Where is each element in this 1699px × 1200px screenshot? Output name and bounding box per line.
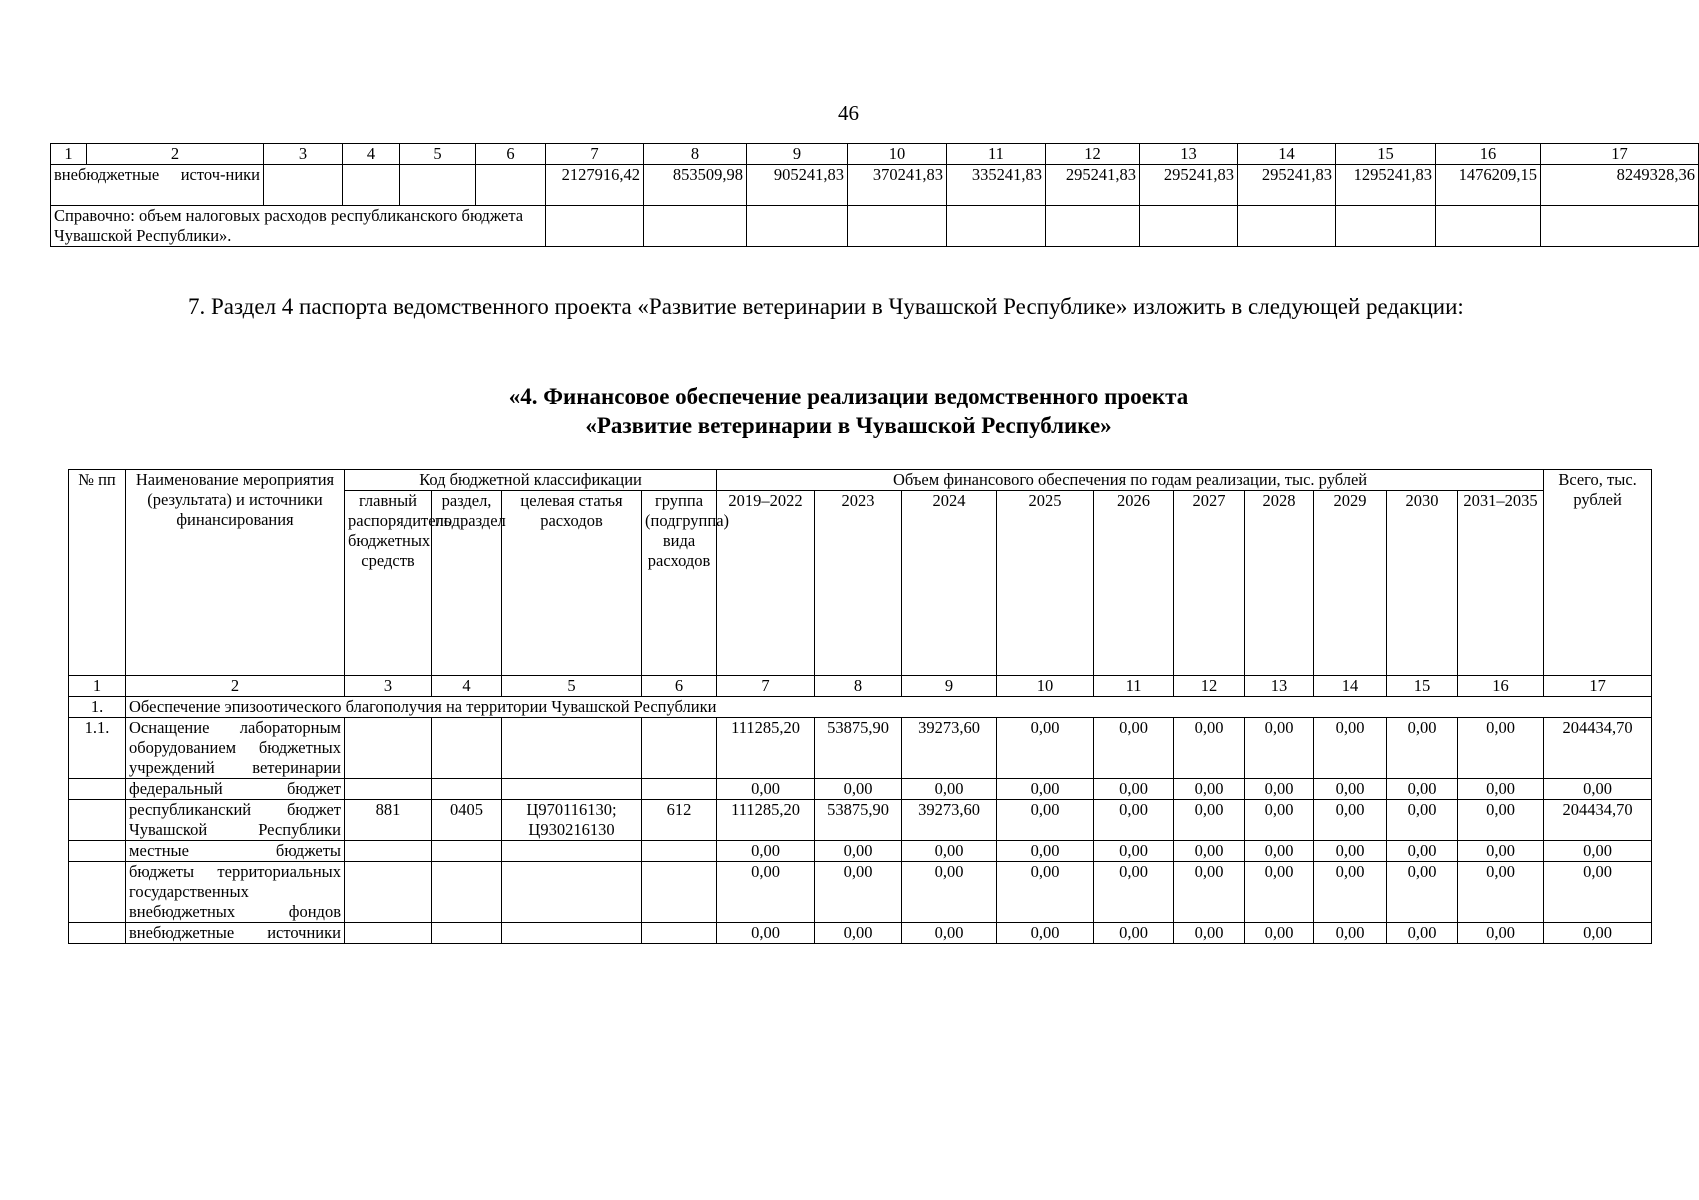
column-number: 8 (815, 676, 902, 697)
row-gr-manager (345, 862, 432, 923)
value-cell: 0,00 (902, 862, 997, 923)
heading-line-1: «4. Финансовое обеспечение реализации ведомственного проекта (508, 384, 1189, 409)
row-name: внебюджетные источники (126, 923, 345, 944)
value-cell: 370241,83 (848, 165, 947, 206)
row-section (432, 779, 502, 800)
row-section (432, 718, 502, 779)
value-cell: 0,00 (1544, 923, 1652, 944)
column-number: 16 (1458, 676, 1544, 697)
value-cell: 53875,90 (815, 718, 902, 779)
column-number: 17 (1544, 676, 1652, 697)
amendment-paragraph: 7. Раздел 4 паспорта ведомственного проекта «Развитие ветеринарии в Чувашской Республике» изложить в следующей редакции: (188, 294, 1464, 319)
header-year: 2024 (902, 491, 997, 676)
value-cell: 853509,98 (644, 165, 747, 206)
column-number: 2 (87, 144, 264, 165)
column-number: 11 (1094, 676, 1174, 697)
page-number: 46 (838, 101, 859, 125)
value-cell: 0,00 (1544, 862, 1652, 923)
header-name: Наименование мероприятия (результата) и источники финансирования (126, 470, 345, 676)
value-cell: 0,00 (1544, 841, 1652, 862)
header-year: 2027 (1174, 491, 1245, 676)
extrabudget-row (51, 165, 1699, 206)
value-cell: 0,00 (902, 779, 997, 800)
value-cell: 0,00 (1245, 800, 1314, 841)
header-year: 2019–2022 (717, 491, 815, 676)
column-number: 14 (1238, 144, 1336, 165)
value-cell: 0,00 (1094, 779, 1174, 800)
value-cell: 0,00 (902, 923, 997, 944)
header-year: 2023 (815, 491, 902, 676)
row-group (642, 718, 717, 779)
row-group (642, 779, 717, 800)
column-number: 11 (947, 144, 1046, 165)
row-target-item (502, 862, 642, 923)
header-year: 2029 (1314, 491, 1387, 676)
financing-table (68, 469, 1652, 944)
value-cell: 0,00 (1458, 841, 1544, 862)
value-cell: 0,00 (997, 923, 1094, 944)
value-cell: 0,00 (997, 718, 1094, 779)
row-gr-manager (345, 923, 432, 944)
value-cell: 0,00 (815, 779, 902, 800)
row-label: внебюджетные источ-ники (51, 165, 264, 206)
column-number: 9 (902, 676, 997, 697)
row-group (642, 862, 717, 923)
value-cell: 111285,20 (717, 800, 815, 841)
value-cell: 39273,60 (902, 800, 997, 841)
row-num (69, 800, 126, 841)
value-cell: 0,00 (1174, 862, 1245, 923)
column-number: 6 (642, 676, 717, 697)
value-cell: 0,00 (1387, 841, 1458, 862)
column-number: 3 (345, 676, 432, 697)
row-group: 612 (642, 800, 717, 841)
table-row (69, 800, 1652, 841)
header-section: раздел, подраздел (432, 491, 502, 676)
column-number-row (51, 144, 1699, 165)
column-number: 2 (126, 676, 345, 697)
header-row-1 (69, 470, 1652, 491)
value-cell: 0,00 (815, 862, 902, 923)
column-number: 9 (747, 144, 848, 165)
column-number: 5 (502, 676, 642, 697)
value-cell: 0,00 (1387, 923, 1458, 944)
section-title: Обеспечение эпизоотического благополучия на территории Чувашской Республики (126, 697, 1652, 718)
row-section (432, 862, 502, 923)
column-number: 8 (644, 144, 747, 165)
header-year: 2025 (997, 491, 1094, 676)
value-cell: 53875,90 (815, 800, 902, 841)
row-group (642, 841, 717, 862)
value-cell: 0,00 (1245, 923, 1314, 944)
value-cell: 111285,20 (717, 718, 815, 779)
value-cell: 0,00 (717, 923, 815, 944)
value-cell: 0,00 (1458, 779, 1544, 800)
section-heading (0, 382, 1697, 440)
value-cell: 0,00 (1174, 841, 1245, 862)
column-number: 13 (1140, 144, 1238, 165)
row-target-item (502, 923, 642, 944)
row-num (69, 862, 126, 923)
value-cell: 0,00 (1245, 841, 1314, 862)
row-section: 0405 (432, 800, 502, 841)
value-cell: 204434,70 (1544, 718, 1652, 779)
column-number: 12 (1174, 676, 1245, 697)
value-cell: 0,00 (1094, 923, 1174, 944)
value-cell: 8249328,36 (1541, 165, 1699, 206)
column-number: 6 (476, 144, 546, 165)
header-gr-manager: главный распорядитель бюджетных средств (345, 491, 432, 676)
value-cell: 295241,83 (1140, 165, 1238, 206)
value-cell: 0,00 (997, 779, 1094, 800)
section-row (69, 697, 1652, 718)
value-cell: 0,00 (1174, 779, 1245, 800)
reference-row (51, 206, 1699, 247)
value-cell: 0,00 (1245, 718, 1314, 779)
column-number: 10 (997, 676, 1094, 697)
value-cell: 0,00 (1174, 800, 1245, 841)
row-num: 1.1. (69, 718, 126, 779)
value-cell: 0,00 (717, 862, 815, 923)
header-num: № пп (69, 470, 126, 676)
value-cell: 0,00 (815, 841, 902, 862)
row-name: местные бюджеты (126, 841, 345, 862)
value-cell: 39273,60 (902, 718, 997, 779)
value-cell: 0,00 (1245, 862, 1314, 923)
value-cell: 0,00 (1544, 779, 1652, 800)
row-section (432, 923, 502, 944)
value-cell: 0,00 (1094, 841, 1174, 862)
value-cell: 905241,83 (747, 165, 848, 206)
column-number: 14 (1314, 676, 1387, 697)
header-year: 2026 (1094, 491, 1174, 676)
value-cell: 335241,83 (947, 165, 1046, 206)
row-name: Оснащение лабораторным оборудованием бюджетных учреждений ветеринарии (126, 718, 345, 779)
column-number: 15 (1336, 144, 1436, 165)
row-target-item (502, 718, 642, 779)
header-budget-code: Код бюджетной классификации (345, 470, 717, 491)
row-gr-manager (345, 841, 432, 862)
row-num (69, 841, 126, 862)
column-number: 15 (1387, 676, 1458, 697)
column-number: 13 (1245, 676, 1314, 697)
value-cell: 0,00 (1314, 923, 1387, 944)
value-cell: 0,00 (1174, 718, 1245, 779)
value-cell: 0,00 (1458, 800, 1544, 841)
column-number: 5 (400, 144, 476, 165)
value-cell: 0,00 (1094, 862, 1174, 923)
value-cell: 0,00 (1314, 779, 1387, 800)
row-num (69, 923, 126, 944)
row-group (642, 923, 717, 944)
value-cell: 0,00 (1387, 862, 1458, 923)
row-name: федеральный бюджет (126, 779, 345, 800)
column-number: 16 (1436, 144, 1541, 165)
value-cell: 0,00 (902, 841, 997, 862)
header-volume: Объем финансового обеспечения по годам реализации, тыс. рублей (717, 470, 1544, 491)
column-number: 17 (1541, 144, 1699, 165)
value-cell: 0,00 (1387, 718, 1458, 779)
column-number: 3 (264, 144, 343, 165)
column-number: 7 (546, 144, 644, 165)
column-number: 4 (343, 144, 400, 165)
header-year: 2028 (1245, 491, 1314, 676)
row-gr-manager: 881 (345, 800, 432, 841)
column-number: 1 (69, 676, 126, 697)
value-cell: 0,00 (1458, 923, 1544, 944)
value-cell: 0,00 (997, 862, 1094, 923)
table-row (69, 779, 1652, 800)
value-cell: 2127916,42 (546, 165, 644, 206)
header-year: 2031–2035 (1458, 491, 1544, 676)
row-section (432, 841, 502, 862)
value-cell: 204434,70 (1544, 800, 1652, 841)
value-cell: 1476209,15 (1436, 165, 1541, 206)
row-gr-manager (345, 779, 432, 800)
header-year: 2030 (1387, 491, 1458, 676)
row-gr-manager (345, 718, 432, 779)
value-cell: 0,00 (1458, 718, 1544, 779)
row-target-item (502, 779, 642, 800)
column-number-row (69, 676, 1652, 697)
value-cell: 295241,83 (1046, 165, 1140, 206)
column-number: 10 (848, 144, 947, 165)
value-cell: 0,00 (1094, 800, 1174, 841)
heading-line-2: «Развитие ветеринарии в Чувашской Республике» (585, 413, 1112, 438)
table-row (69, 862, 1652, 923)
column-number: 1 (51, 144, 87, 165)
table-row (69, 841, 1652, 862)
value-cell: 0,00 (1245, 779, 1314, 800)
section-num: 1. (69, 697, 126, 718)
value-cell: 0,00 (815, 923, 902, 944)
value-cell: 295241,83 (1238, 165, 1336, 206)
value-cell: 0,00 (1174, 923, 1245, 944)
column-number: 4 (432, 676, 502, 697)
value-cell: 0,00 (717, 779, 815, 800)
value-cell: 0,00 (1387, 800, 1458, 841)
column-number: 7 (717, 676, 815, 697)
row-name: республиканский бюджет Чувашской Республики (126, 800, 345, 841)
column-number: 12 (1046, 144, 1140, 165)
table-row (69, 718, 1652, 779)
row-target-item (502, 841, 642, 862)
header-target-item: целевая статья расходов (502, 491, 642, 676)
value-cell: 0,00 (1314, 718, 1387, 779)
value-cell: 0,00 (997, 841, 1094, 862)
value-cell: 0,00 (1094, 718, 1174, 779)
value-cell: 0,00 (1314, 862, 1387, 923)
value-cell: 0,00 (1314, 800, 1387, 841)
header-group: группа (подгруппа) вида расходов (642, 491, 717, 676)
row-target-item: Ц970116130; Ц930216130 (502, 800, 642, 841)
row-label: Справочно: объем налоговых расходов республиканского бюджета Чувашской Республики». (51, 206, 546, 247)
row-name: бюджеты территориальных государственных внебюджетных фондов (126, 862, 345, 923)
table-row (69, 923, 1652, 944)
value-cell: 0,00 (1458, 862, 1544, 923)
value-cell: 1295241,83 (1336, 165, 1436, 206)
value-cell: 0,00 (1387, 779, 1458, 800)
header-total: Всего, тыс. рублей (1544, 470, 1652, 676)
value-cell: 0,00 (717, 841, 815, 862)
row-num (69, 779, 126, 800)
continuation-table (50, 143, 1699, 247)
value-cell: 0,00 (997, 800, 1094, 841)
value-cell: 0,00 (1314, 841, 1387, 862)
